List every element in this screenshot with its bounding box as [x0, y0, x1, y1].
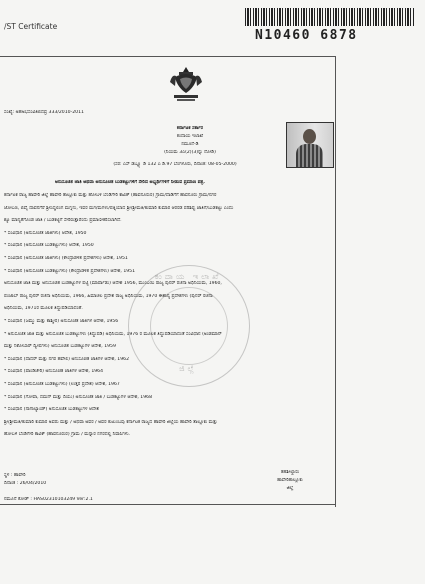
body-line: ಹೋಬಳಿ ಬೆಂಡಿಗೇರಿ ಕಾವಿಕ್ (ಹಾವನೂರುರ) ಗ್ರಾಮ / ಮನ್ನಾರ ನಗರದಲ್ಲಿ ನಿವಾಸಿಗಳು.: [4, 432, 131, 438]
form-code: ನಮೂನೆ ಕೋಡ್ : HAS02310103249 Ver:2.1: [4, 497, 93, 502]
signatory-district: ಜಿಲ್ಲೆ: [286, 486, 294, 491]
body-line: ಅನುಸೂಚಿತ ಜಾತಿ ಮತ್ತು ಅನುಸೂಚಿತ ಬುಡಕಟ್ಟುಗಳ ಪಟ್ಟಿ (ಮಾರ್ಪಾಡು) ಆದೇಶ 1956, ಮುಂಬಯಿ ರಾಜ್ಯ ಪುನರ್ ರಚನಾ ಅಧಿನಿಯಮ, 1960,: [4, 281, 222, 287]
body-line: ಮತ್ತು ನಿಕೋಬಾರ್ ದ್ವೀಪಗಳು) ಅನುಸೂಚಿತ ಬುಡಕಟ್ಟುಗಳ ಆದೇಶ, 1959: [4, 344, 116, 350]
body-line: * ಸಂವಿಧಾನ (ಅನುಸೂಚಿತ ಬುಡಕಟ್ಟುಗಳು) (ಕೇಂದ್ರಾಡಳಿತ ಪ್ರದೇಶಗಳು) ಆದೇಶ, 1951: [4, 268, 136, 274]
department-name: ಕಂದಾಯ ಇಲಾಖೆ: [176, 134, 204, 139]
signatory-title: ತಹಶೀಲ್ದಾರು: [280, 470, 300, 475]
government-name: ಕರ್ನಾಟಕ ಸರ್ಕಾರ: [176, 126, 204, 131]
document-title: /ST Certificate: [4, 22, 58, 31]
barcode: [245, 8, 415, 26]
form-name: ನಮೂನೆ-ಡಿ: [181, 142, 199, 147]
body-line: * ಸಂವಿಧಾನ (ಅನುಸೂಚಿತ ಬುಡಕಟ್ಟುಗಳು) ಆದೇಶ, 1950: [4, 243, 94, 249]
body-line: * ಸಂವಿಧಾನ (ಅನುಸೂಚಿತ ಬುಡಕಟ್ಟುಗಳು) (ಉತ್ತರ ಪ್ರದೇಶ) ಆದೇಶ, 1967: [4, 382, 120, 387]
body-line: ಜೋಬಣ, ಬಿವೈ ದಾವನಗೆರೆ ಶ್ರೀಸಿದ್ದಲಿಂಗ ಮಗ್ನನು, ಇವರ ಮಗ/ಮಗಳು/ಪತ್ನಿಯಾದ ಶ್ರೀ/ಶ್ರೀಮತಿ/ಕುಮಾರಿ ಕುಮಾರ ಆರರಡ ಪರಿಶಿಷ್ಟ ಜಾತಿಗೆ/ಬುಡಕಟ್ಟು ಎಂದು: [4, 205, 234, 211]
gazette-reference: (ಸರ: ಎಸ್ ಡಬ್ಲ್ಯೂ ಡಿ 132 ಎ ಡಿ.97 ಬೆಂಗಳೂರು, ದಿನಾಂಕ: 08-05-2000): [113, 162, 237, 167]
signatory-taluk: ಹಾವೇರಿತಾಲ್ಲೂಕು: [277, 478, 303, 483]
seal-text-bottom: ಜಿಲ್ಲೆ: [179, 364, 197, 373]
body-line: * ಸಂವಿಧಾನ (ಅನುಸೂಚಿತ ಜಾತಿಗಳು) (ಕೇಂದ್ರಾಡಳಿತ ಪ್ರದೇಶಗಳು) ಆದೇಶ, 1951: [4, 256, 128, 261]
body-line: * ಸಂವಿಧಾನ (ಅನುಸೂಚಿತ ಜಾತಿಗಳು) ಆದೇಶ, 1950: [4, 230, 87, 236]
body-line: * ಸಂವಿಧಾನ (ನಾಗಾಲ್ಯಾಂಡ್) ಅನುಸೂಚಿತ ಬುಡಕಟ್ಟುಗಳ ಆದೇಶ: [4, 407, 100, 413]
reference-number: ಸಂಖ್ಯೆ: ಅಹಅಭಸಂವಿತಿಬಿದವ್ರ 333/2010-2011: [4, 110, 84, 115]
body-line: ಶ್ಯೂ ಮಾನ್ಯತೆಗೊಂಡ ಜಾತಿ / ಬುಡಕಟ್ಟಿಗೆ ಸೇರಿರುತ್ತಾರೆಂದು ಪ್ರಮಾಣೀಕರಿಸಲಾಗಿದೆ.: [4, 218, 122, 224]
barcode-number: N10460 6878: [255, 28, 358, 43]
footer-divider: [0, 504, 336, 505]
body-line: ಕರ್ನಾಟಕ ರಾಜ್ಯ ಹಾವೇರಿ ಜಿಲ್ಲೆ ಹಾವೇರಿ ತಾಲ್ಲೂಕು ಮತ್ತು ಹೋಬಳಿ ಬೆಂಡಿಗೇರಿ ಕಾವಿಕ್ (ಹಾವನೂರುರ) ಗ್ರಾಮ/ದಾಡಿಗೆಗೆ ಹಾವನೂರು ಗ್ರಾಮ/ನಗರ: [4, 193, 217, 198]
certificate-heading: ಅನುಸೂಚಿತ ಜಾತಿ ಅಥವಾ ಅನುಸೂಚಿತ ಬುಡಕಟ್ಟುಗಳಿಗೆ ಸೇರಿದ ಅಭ್ಯರ್ಥಿಗಳಿಗೆ ನೀಡುವ ಪ್ರಮಾಣ ಪತ್ರ.: [55, 180, 206, 185]
place-line: ಸ್ಥಳ : ಹಾವೇರಿ: [4, 473, 26, 478]
rule-reference: (ನಿಯಮ 3ಎ(2)(3)ನ್ನು ನೋಡಿ): [164, 150, 216, 155]
state-emblem-icon: [168, 64, 204, 102]
body-line: * ಸಂವಿಧಾನ (ಗೋವಾ, ದಮನ್ ಮತ್ತು ದಿಯು) ಅನುಸೂಚಿತ ಜಾತಿ / ಬುಡಕಟ್ಟುಗಳ ಆದೇಶ, 1968: [4, 394, 152, 400]
seal-text-top: ಕಂದಾಯ ಇಲಾಖೆ: [154, 272, 222, 281]
body-line: * ಸಂವಿಧಾನ (ದಾದರ್ ಮತ್ತು ನಗರ ಹವೇಲಿ) ಅನುಸೂಚಿತ ಜಾತಿಗಳ ಆದೇಶ, 1962: [4, 356, 130, 362]
body-line: ಶ್ರೀ/ಶ್ರೀಮತಿ/ಕುಮಾರಿ ಕುಮಾರ ಅವರು ಮತ್ತು / ಅಥವಾ ಅವರ / ಅವರ ಕುಟುಂಬವು ಕರ್ನಾಟಕ ರಾಜ್ಯದ ಹಾವೇರಿ ಜಿಲ್ಲೆಯ ಹಾವೇರಿ ತಾಲ್ಲೂಕು ಮತ್ತು: [4, 419, 218, 425]
official-seal-inner: [150, 287, 228, 365]
body-line: * ಸಂವಿಧಾನ (ಪಾಂಡಿಚೇರಿ) ಅನುಸೂಚಿತ ಜಾತಿಗಳ ಆದೇಶ, 1964: [4, 369, 104, 375]
applicant-photo: [286, 122, 334, 168]
body-line: * ಅನುಸೂಚಿತ ಜಾತಿ ಮತ್ತು ಅನುಸೂಚಿತ ಬುಡಕಟ್ಟುಗಳು (ತಿದ್ದುಪಡಿ) ಅಧಿನಿಯಮ, 1976 ರ ಮೂಲಕ ತಿದ್ದುಪಡಿಯಾದಂತೆ ಸಂವಿಧಾನ (ಅಂಡಮಾನ್: [4, 331, 222, 337]
body-line: * ಸಂವಿಧಾನ (ಜಮ್ಮು ಮತ್ತು ಕಾಶ್ಮೀರ) ಅನುಸೂಚಿತ ಜಾತಿಗಳ ಆದೇಶ, 1956: [4, 319, 119, 324]
date-line: ದಿನಾಂಕ : 26/04/2010: [4, 481, 47, 486]
body-line: ಅಧಿನಿಯಮ, 1971ರ ಮೂಲಕ ತಿದ್ದುಪಡಿಯಾದಂತೆ.: [4, 306, 83, 312]
body-line: ಪಂಜಾಬ್ ರಾಜ್ಯ ಪುನರ್ ರಚನಾ ಅಧಿನಿಯಮ, 1966, ಹಿಮಾಚಲ ಪ್ರದೇಶ ರಾಜ್ಯ ಅಧಿನಿಯಮ, 1970 ಈಶಾನ್ಯ ಪ್ರದೇಶಗಳು (ಪುನರ್ ರಚನಾ: [4, 293, 213, 299]
